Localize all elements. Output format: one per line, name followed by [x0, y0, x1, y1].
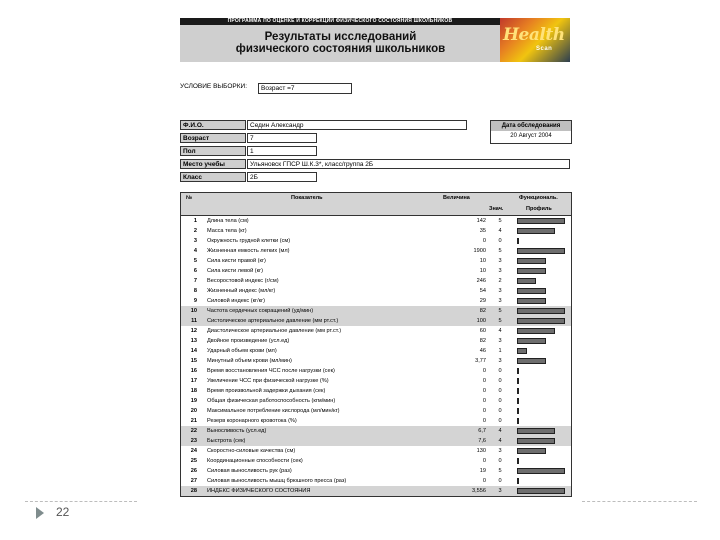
table-row — [181, 436, 571, 446]
row-number: 13 — [190, 338, 197, 344]
title-line-2: физического состояния школьников — [235, 43, 446, 55]
row-value: 130 — [476, 448, 486, 454]
row-number: 17 — [190, 378, 197, 384]
table-row — [181, 296, 571, 306]
row-indicator-name: Скоростно-силовые качества (см) — [207, 448, 296, 454]
row-grade: 5 — [498, 308, 502, 314]
footer-line-left — [25, 501, 137, 502]
col-num-header: № — [186, 195, 193, 201]
row-value: 0 — [482, 388, 486, 394]
row-number: 7 — [193, 278, 197, 284]
row-number: 20 — [190, 408, 197, 414]
profile-bar — [517, 368, 519, 374]
row-indicator-name: Время восстановления ЧСС после нагрузки (сек) — [207, 368, 335, 374]
row-indicator-name: Сила кисти правой (кг) — [207, 258, 266, 264]
profile-bar — [517, 348, 527, 354]
profile-bar — [517, 328, 555, 334]
table-row — [181, 406, 571, 416]
profile-bar — [517, 398, 519, 404]
age-value: 7 — [247, 133, 317, 143]
profile-bar — [517, 448, 546, 454]
row-indicator-name: Быстрота (сек) — [207, 438, 246, 444]
report-title — [188, 31, 493, 55]
table-row — [181, 286, 571, 296]
profile-bar — [517, 388, 519, 394]
footer-line-right — [582, 501, 697, 502]
table-row — [181, 366, 571, 376]
profile-bar — [517, 378, 519, 384]
row-grade: 4 — [498, 428, 502, 434]
table-row — [181, 386, 571, 396]
row-value: 0 — [482, 378, 486, 384]
row-grade: 4 — [498, 328, 502, 334]
row-number: 1 — [193, 218, 197, 224]
row-number: 27 — [190, 478, 197, 484]
sex-value: 1 — [247, 146, 317, 156]
table-header — [181, 193, 571, 216]
table-row — [181, 276, 571, 286]
row-number: 5 — [193, 258, 197, 264]
row-grade: 3 — [498, 358, 502, 364]
row-value: 46 — [479, 348, 486, 354]
row-indicator-name: Ударный объем крови (мл) — [207, 348, 277, 354]
row-indicator-name: Время произвольной задержки дыхания (сек) — [207, 388, 326, 394]
row-number: 8 — [193, 288, 197, 294]
row-value: 0 — [482, 408, 486, 414]
age-label: Возраст — [180, 133, 246, 143]
row-value: 0 — [482, 478, 486, 484]
profile-bar — [517, 268, 546, 274]
table-row — [181, 446, 571, 456]
table-row — [181, 256, 571, 266]
row-number: 16 — [190, 368, 197, 374]
table-row — [181, 376, 571, 386]
row-grade: 3 — [498, 338, 502, 344]
row-value: 54 — [479, 288, 486, 294]
row-indicator-name: Окружность грудной клетки (см) — [207, 238, 291, 244]
exam-date-label: Дата обследования — [491, 121, 571, 131]
row-indicator-name: Максимальное потребление кислорода (мл/мин/кг) — [207, 408, 340, 414]
row-number: 11 — [191, 318, 197, 324]
title-line-1: Результаты исследований — [264, 31, 417, 43]
row-value: 82 — [479, 308, 486, 314]
report-header — [180, 18, 570, 62]
row-number: 9 — [193, 298, 197, 304]
row-grade: 1 — [498, 348, 502, 354]
row-number: 6 — [193, 268, 197, 274]
row-grade: 0 — [498, 478, 502, 484]
row-indicator-name: Увеличение ЧСС при физической нагрузке (%) — [207, 378, 329, 384]
row-indicator-name: Минутный объем крови (мл/мин) — [207, 358, 292, 364]
row-number: 3 — [193, 238, 197, 244]
table-row — [181, 396, 571, 406]
row-value: 0 — [482, 238, 486, 244]
col-grade-header: Знач. — [489, 206, 504, 212]
row-indicator-name: Общая физическая работоспособность (кгм/мин) — [207, 398, 336, 404]
col-profile-header: Профиль — [526, 206, 552, 212]
table-row — [181, 426, 571, 436]
logo-main-text: Health — [503, 25, 565, 45]
row-indicator-name: Диастолическое артериальное давление (мм рт.ст.) — [207, 328, 342, 334]
profile-bar — [517, 408, 519, 414]
row-indicator-name: Двойное произведение (усл.ед) — [207, 338, 290, 344]
row-grade: 4 — [498, 228, 502, 234]
row-value: 0 — [482, 418, 486, 424]
table-row — [181, 476, 571, 486]
slide-arrow-icon — [36, 507, 44, 519]
row-grade: 0 — [498, 458, 502, 464]
row-grade: 0 — [498, 418, 502, 424]
school-label: Место учебы — [180, 159, 246, 169]
row-value: 7,6 — [478, 438, 486, 444]
results-table — [180, 192, 572, 497]
exam-date-value: 20 Август 2004 — [510, 133, 552, 139]
row-grade: 0 — [498, 238, 502, 244]
row-value: 10 — [479, 268, 486, 274]
profile-bar — [517, 218, 565, 224]
row-grade: 0 — [498, 368, 502, 374]
row-grade: 3 — [498, 288, 502, 294]
profile-bar — [517, 418, 519, 424]
table-row — [181, 416, 571, 426]
row-number: 18 — [190, 388, 197, 394]
profile-bar — [517, 278, 536, 284]
row-indicator-name: Силовая выносливость рук (раз) — [207, 468, 292, 474]
profile-bar — [517, 468, 565, 474]
row-indicator-name: Жизненная емкость легких (мл) — [207, 248, 290, 254]
row-grade: 4 — [498, 438, 502, 444]
row-grade: 5 — [498, 318, 502, 324]
profile-bar — [517, 428, 555, 434]
row-indicator-name: Выносливость (усл.ед) — [207, 428, 267, 434]
row-number: 21 — [190, 418, 197, 424]
col-name-header: Показатель — [291, 195, 323, 201]
row-grade: 0 — [498, 408, 502, 414]
col-value-header: Величина — [443, 195, 470, 201]
table-row — [181, 456, 571, 466]
row-indicator-name: Координационные способности (сек) — [207, 458, 303, 464]
table-body — [181, 216, 571, 496]
name-value: Седин Александр — [247, 120, 467, 130]
row-grade: 5 — [498, 218, 502, 224]
row-number: 12 — [190, 328, 197, 334]
row-value: 60 — [479, 328, 486, 334]
table-row — [181, 266, 571, 276]
row-indicator-name: Силовая выносливость мышц брюшного пресса (раз) — [207, 478, 347, 484]
page-number: 22 — [56, 505, 70, 519]
school-value: Ульяновск ГПСР Ш.К.3*, класс/группа 2Б — [247, 159, 570, 169]
table-row — [181, 306, 571, 316]
row-value: 0 — [482, 458, 486, 464]
row-grade: 3 — [498, 298, 502, 304]
row-value: 1900 — [473, 248, 486, 254]
table-row — [181, 246, 571, 256]
row-value: 0 — [482, 368, 486, 374]
name-label: Ф.И.О. — [180, 120, 246, 130]
profile-bar — [517, 288, 546, 294]
row-indicator-name: Жизненный индекс (мл/кг) — [207, 288, 276, 294]
row-value: 142 — [476, 218, 486, 224]
profile-bar — [517, 258, 546, 264]
row-value: 3,556 — [472, 488, 486, 494]
row-number: 22 — [190, 428, 197, 434]
row-grade: 5 — [498, 248, 502, 254]
row-value: 100 — [476, 318, 486, 324]
profile-bar — [517, 228, 555, 234]
logo-sub-text: Scan — [536, 46, 553, 52]
profile-bar — [517, 338, 546, 344]
table-row — [181, 236, 571, 246]
row-number: 10 — [190, 308, 197, 314]
profile-bar — [517, 488, 565, 494]
row-grade: 2 — [498, 278, 502, 284]
profile-bar — [517, 248, 565, 254]
table-row — [181, 346, 571, 356]
row-indicator-name: Систолическое артериальное давление (мм рт.ст.) — [207, 318, 339, 324]
program-title: ПРОГРАММА ПО ОЦЕНКЕ И КОРРЕКЦИИ ФИЗИЧЕСКОГО СОСТОЯНИЯ ШКОЛЬНИКОВ — [180, 18, 500, 25]
row-grade: 3 — [498, 448, 502, 454]
profile-bar — [517, 318, 565, 324]
row-number: 24 — [190, 448, 197, 454]
profile-bar — [517, 298, 546, 304]
profile-bar — [517, 308, 565, 314]
class-label: Класс — [180, 172, 246, 182]
row-indicator-name: Длина тела (см) — [207, 218, 249, 224]
row-number: 19 — [190, 398, 197, 404]
filter-value: Возраст =7 — [258, 83, 352, 94]
profile-bar — [517, 438, 555, 444]
row-value: 0 — [482, 398, 486, 404]
row-number: 26 — [190, 468, 197, 474]
row-indicator-name: Частота сердечных сокращений (уд/мин) — [207, 308, 314, 314]
row-grade: 0 — [498, 398, 502, 404]
row-grade: 5 — [498, 468, 502, 474]
table-row — [181, 216, 571, 226]
row-value: 10 — [479, 258, 486, 264]
row-indicator-name: Сила кисти левой (кг) — [207, 268, 263, 274]
row-number: 25 — [190, 458, 197, 464]
profile-bar — [517, 458, 519, 464]
row-indicator-name: Резерв коронарного кровотока (%) — [207, 418, 297, 424]
row-number: 4 — [193, 248, 197, 254]
col-func-header: Функциональ. — [519, 195, 558, 201]
profile-bar — [517, 238, 519, 244]
row-value: 246 — [476, 278, 486, 284]
row-number: 15 — [190, 358, 197, 364]
exam-date-box — [490, 120, 572, 144]
row-grade: 0 — [498, 378, 502, 384]
row-value: 82 — [479, 338, 486, 344]
row-number: 28 — [190, 488, 197, 494]
row-grade: 0 — [498, 388, 502, 394]
row-indicator-name: Масса тела (кг) — [207, 228, 247, 234]
sex-label: Пол — [180, 146, 246, 156]
row-number: 23 — [190, 438, 197, 444]
row-value: 19 — [479, 468, 486, 474]
row-value: 29 — [479, 298, 486, 304]
row-grade: 3 — [498, 488, 502, 494]
class-value: 2Б — [247, 172, 317, 182]
table-row — [181, 226, 571, 236]
table-row — [181, 326, 571, 336]
row-indicator-name: Весоростовой индекс (г/см) — [207, 278, 279, 284]
health-logo — [500, 18, 570, 62]
row-indicator-name: Силовой индекс (кг/кг) — [207, 298, 266, 304]
profile-bar — [517, 358, 546, 364]
row-number: 14 — [190, 348, 197, 354]
row-value: 3,77 — [475, 358, 486, 364]
filter-label: УСЛОВИЕ ВЫБОРКИ: — [180, 83, 248, 90]
row-indicator-name: ИНДЕКС ФИЗИЧЕСКОГО СОСТОЯНИЯ — [207, 488, 311, 494]
table-row — [181, 486, 571, 496]
table-row — [181, 466, 571, 476]
row-value: 35 — [479, 228, 486, 234]
row-grade: 3 — [498, 258, 502, 264]
row-number: 2 — [193, 228, 197, 234]
table-row — [181, 336, 571, 346]
profile-bar — [517, 478, 519, 484]
row-value: 6,7 — [478, 428, 486, 434]
table-row — [181, 356, 571, 366]
row-grade: 3 — [498, 268, 502, 274]
table-row — [181, 316, 571, 326]
